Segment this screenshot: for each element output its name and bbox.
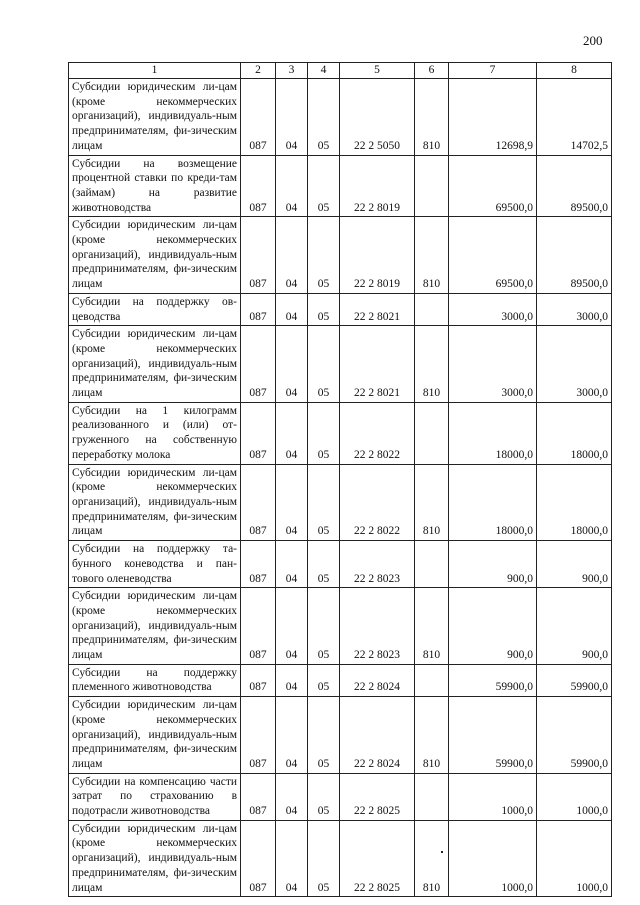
cell-c3: 04 bbox=[276, 155, 308, 217]
row-name-cell: Субсидии на поддержку та-бунного коневодства и пан-тового оленеводства bbox=[69, 541, 241, 588]
cell-c7: 69500,0 bbox=[449, 155, 537, 217]
cell-c6: 810 bbox=[415, 79, 449, 156]
row-name-cell: Субсидии юридическим ли-цам (кроме некоммерческих организаций), индивидуаль-ным предпринимателям, фи-зическим лицам bbox=[69, 464, 241, 541]
cell-c6 bbox=[415, 293, 449, 325]
header-cell: 4 bbox=[308, 63, 340, 79]
cell-c5: 22 2 5050 bbox=[340, 79, 415, 156]
cell-c4: 05 bbox=[308, 155, 340, 217]
cell-c2: 087 bbox=[241, 155, 276, 217]
cell-c5: 22 2 8021 bbox=[340, 293, 415, 325]
cell-c8: 59900,0 bbox=[537, 664, 612, 696]
row-name-cell: Субсидии юридическим ли-цам (кроме некоммерческих организаций), индивидуаль-ным предпринимателям, фи-зическим лицам bbox=[69, 697, 241, 774]
cell-c3: 04 bbox=[276, 588, 308, 665]
table-row bbox=[69, 820, 612, 897]
cell-c3: 04 bbox=[276, 293, 308, 325]
cell-c2: 087 bbox=[241, 326, 276, 403]
row-name-cell: Субсидии юридическим ли-цам (кроме некоммерческих организаций), индивидуаль-ным предпринимателям, фи-зическим лицам bbox=[69, 820, 241, 897]
cell-c7: 69500,0 bbox=[449, 217, 537, 294]
table-row bbox=[69, 155, 612, 217]
cell-c5: 22 2 8024 bbox=[340, 697, 415, 774]
cell-c7: 1000,0 bbox=[449, 820, 537, 897]
header-cell: 7 bbox=[449, 63, 537, 79]
cell-c5: 22 2 8022 bbox=[340, 402, 415, 464]
cell-c3: 04 bbox=[276, 402, 308, 464]
table-row bbox=[69, 773, 612, 820]
cell-c8: 89500,0 bbox=[537, 217, 612, 294]
stray-mark bbox=[441, 851, 443, 853]
table-row bbox=[69, 541, 612, 588]
cell-c5: 22 2 8019 bbox=[340, 155, 415, 217]
cell-c3: 04 bbox=[276, 541, 308, 588]
cell-c8: 59900,0 bbox=[537, 697, 612, 774]
cell-c7: 3000,0 bbox=[449, 293, 537, 325]
header-cell: 2 bbox=[241, 63, 276, 79]
header-cell: 3 bbox=[276, 63, 308, 79]
cell-c8: 1000,0 bbox=[537, 773, 612, 820]
cell-c2: 087 bbox=[241, 773, 276, 820]
cell-c6: 810 bbox=[415, 588, 449, 665]
cell-c4: 05 bbox=[308, 541, 340, 588]
cell-c6 bbox=[415, 773, 449, 820]
row-name-cell: Субсидии юридическим ли-цам (кроме некоммерческих организаций), индивидуаль-ным предпринимателям, фи-зическим лицам bbox=[69, 79, 241, 156]
cell-c5: 22 2 8024 bbox=[340, 664, 415, 696]
page-number: 200 bbox=[583, 33, 603, 48]
cell-c4: 05 bbox=[308, 773, 340, 820]
cell-c3: 04 bbox=[276, 773, 308, 820]
cell-c4: 05 bbox=[308, 820, 340, 897]
cell-c2: 087 bbox=[241, 217, 276, 294]
cell-c2: 087 bbox=[241, 464, 276, 541]
header-row bbox=[69, 63, 612, 79]
cell-c8: 3000,0 bbox=[537, 326, 612, 403]
cell-c7: 12698,9 bbox=[449, 79, 537, 156]
cell-c3: 04 bbox=[276, 326, 308, 403]
cell-c6 bbox=[415, 402, 449, 464]
cell-c8: 14702,5 bbox=[537, 79, 612, 156]
cell-c4: 05 bbox=[308, 217, 340, 294]
cell-c4: 05 bbox=[308, 464, 340, 541]
cell-c2: 087 bbox=[241, 664, 276, 696]
cell-c6: 810 bbox=[415, 464, 449, 541]
cell-c3: 04 bbox=[276, 464, 308, 541]
cell-c6: 810 bbox=[415, 217, 449, 294]
cell-c5: 22 2 8019 bbox=[340, 217, 415, 294]
cell-c5: 22 2 8023 bbox=[340, 588, 415, 665]
table-row bbox=[69, 326, 612, 403]
table-row bbox=[69, 464, 612, 541]
row-name-cell: Субсидии юридическим ли-цам (кроме некоммерческих организаций), индивидуаль-ным предпринимателям, фи-зическим лицам bbox=[69, 588, 241, 665]
cell-c7: 900,0 bbox=[449, 588, 537, 665]
cell-c2: 087 bbox=[241, 79, 276, 156]
table-row bbox=[69, 217, 612, 294]
cell-c4: 05 bbox=[308, 402, 340, 464]
cell-c5: 22 2 8025 bbox=[340, 773, 415, 820]
cell-c2: 087 bbox=[241, 402, 276, 464]
table-row bbox=[69, 79, 612, 156]
cell-c3: 04 bbox=[276, 697, 308, 774]
cell-c2: 087 bbox=[241, 293, 276, 325]
row-name-cell: Субсидии юридическим ли-цам (кроме некоммерческих организаций), индивидуаль-ным предпринимателям, фи-зическим лицам bbox=[69, 326, 241, 403]
cell-c2: 087 bbox=[241, 820, 276, 897]
header-cell: 6 bbox=[415, 63, 449, 79]
cell-c4: 05 bbox=[308, 588, 340, 665]
cell-c8: 1000,0 bbox=[537, 820, 612, 897]
cell-c7: 3000,0 bbox=[449, 326, 537, 403]
cell-c5: 22 2 8025 bbox=[340, 820, 415, 897]
cell-c6 bbox=[415, 541, 449, 588]
cell-c4: 05 bbox=[308, 697, 340, 774]
cell-c5: 22 2 8022 bbox=[340, 464, 415, 541]
cell-c6 bbox=[415, 155, 449, 217]
table-row bbox=[69, 293, 612, 325]
cell-c4: 05 bbox=[308, 326, 340, 403]
cell-c5: 22 2 8023 bbox=[340, 541, 415, 588]
cell-c7: 59900,0 bbox=[449, 697, 537, 774]
cell-c6 bbox=[415, 664, 449, 696]
cell-c2: 087 bbox=[241, 541, 276, 588]
cell-c3: 04 bbox=[276, 217, 308, 294]
cell-c4: 05 bbox=[308, 79, 340, 156]
row-name-cell: Субсидии на компенсацию части затрат по страхованию в подотрасли животноводства bbox=[69, 773, 241, 820]
row-name-cell: Субсидии на поддержку ов-цеводства bbox=[69, 293, 241, 325]
table-row bbox=[69, 588, 612, 665]
header-cell: 5 bbox=[340, 63, 415, 79]
cell-c8: 89500,0 bbox=[537, 155, 612, 217]
cell-c6: 810 bbox=[415, 326, 449, 403]
cell-c8: 900,0 bbox=[537, 541, 612, 588]
row-name-cell: Субсидии на возмещение процентной ставки по креди-там (займам) на развитие животноводства bbox=[69, 155, 241, 217]
header-cell: 1 bbox=[69, 63, 241, 79]
row-name-cell: Субсидии на 1 килограмм реализованного и (или) от-груженного на собственную переработку молока bbox=[69, 402, 241, 464]
cell-c5: 22 2 8021 bbox=[340, 326, 415, 403]
cell-c3: 04 bbox=[276, 820, 308, 897]
cell-c7: 18000,0 bbox=[449, 464, 537, 541]
cell-c7: 1000,0 bbox=[449, 773, 537, 820]
cell-c3: 04 bbox=[276, 79, 308, 156]
table-row bbox=[69, 697, 612, 774]
cell-c2: 087 bbox=[241, 697, 276, 774]
cell-c4: 05 bbox=[308, 293, 340, 325]
header-cell: 8 bbox=[537, 63, 612, 79]
row-name-cell: Субсидии юридическим ли-цам (кроме некоммерческих организаций), индивидуаль-ным предпринимателям, фи-зическим лицам bbox=[69, 217, 241, 294]
table-row bbox=[69, 402, 612, 464]
cell-c8: 18000,0 bbox=[537, 402, 612, 464]
cell-c7: 18000,0 bbox=[449, 402, 537, 464]
cell-c2: 087 bbox=[241, 588, 276, 665]
cell-c3: 04 bbox=[276, 664, 308, 696]
budget-table bbox=[68, 62, 612, 897]
cell-c4: 05 bbox=[308, 664, 340, 696]
row-name-cell: Субсидии на поддержку племенного животноводства bbox=[69, 664, 241, 696]
table-row bbox=[69, 664, 612, 696]
cell-c7: 900,0 bbox=[449, 541, 537, 588]
cell-c8: 3000,0 bbox=[537, 293, 612, 325]
cell-c6: 810 bbox=[415, 697, 449, 774]
cell-c8: 900,0 bbox=[537, 588, 612, 665]
cell-c7: 59900,0 bbox=[449, 664, 537, 696]
cell-c6: 810 bbox=[415, 820, 449, 897]
cell-c8: 18000,0 bbox=[537, 464, 612, 541]
